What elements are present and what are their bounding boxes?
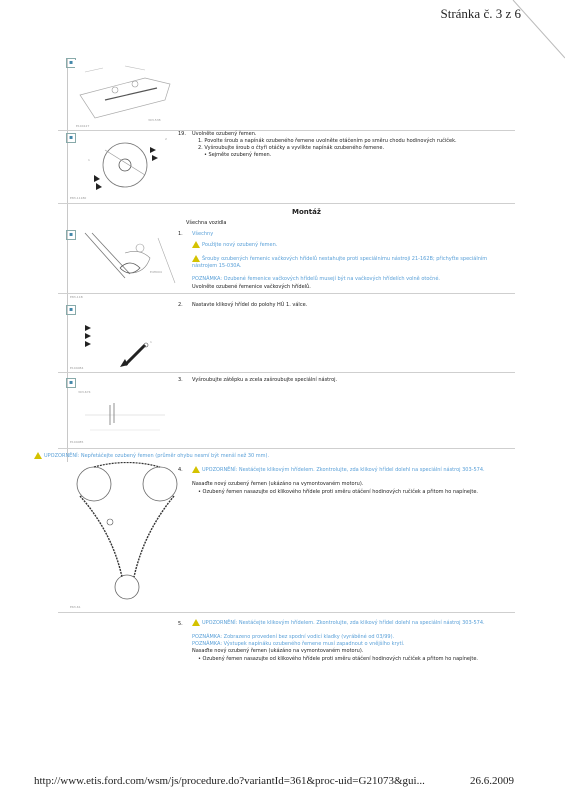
bullet-item: • Ozubený řemen nasazujte od klikového hřídele proti směru otáčení hodinových ručiček a přitom ho napínejte.: [198, 656, 478, 663]
note-line: Šrouby ozubených řemenic vačkových hřídelů nestahujte proti speciálnímu nástroji 21-162B; přichyťte speciálním nástrojem 15-030A.: [192, 256, 488, 269]
separator: [58, 130, 515, 131]
substep: 2. Vyšroubujte šroub o čtyři otáčky a vyvlíkte napínák ozubeného řemene.: [198, 145, 385, 151]
warning-banner: UPOZORNĚNÍ: Nepřetáčejte ozubený řemen (průměr ohybu nesmí být menší než 30 mm).: [34, 452, 514, 460]
broken-image-icon: ▪: [66, 58, 76, 68]
step-text: Nasaďte nový ozubený řemen (ukázáno na vymontovaném motoru).: [192, 481, 364, 487]
step-text: Vyšroubujte zátěpku a zcela zašroubujte speciální nástroj.: [192, 377, 338, 383]
figure-reference: 303-674: [78, 390, 91, 394]
step-text: Uvolněte ozubené řemenice vačkových hřídelů.: [192, 284, 311, 290]
note-line: POZNÁMKA: Výstupek napínáku ozubeného řemene musí zapadnout o vnějšího krytí.: [192, 641, 405, 647]
figure-column-rule: [67, 58, 68, 462]
broken-image-icon: ▪: [66, 230, 76, 240]
broken-image-icon: ▪: [66, 133, 76, 143]
step-number: 5.: [178, 621, 183, 627]
warning-icon: [192, 619, 200, 626]
step-text: Nasaďte nový ozubený řemen (ukázáno na vymontovaném motoru).: [192, 648, 364, 654]
step-link[interactable]: Všechny: [192, 231, 214, 237]
figure-callout: 1: [88, 158, 90, 162]
figure-caption: E104127: [76, 124, 90, 128]
figure-callout: 1: [150, 340, 152, 344]
broken-image-icon: ▪: [66, 378, 76, 388]
warning-icon: [192, 466, 200, 473]
note-line: POZNÁMKA: Zobrazeno provedení bez spodní vodicí kladky (vyráběné od 03/99).: [192, 634, 395, 640]
step-number: 1.: [178, 231, 183, 237]
separator: [58, 203, 515, 204]
figure-caption: E83-11B: [70, 295, 83, 299]
separator: [58, 612, 515, 613]
figure-caption: E104084: [70, 366, 84, 370]
note-line: POZNÁMKA: Ozubené řemenice vačkových hřídelů musejí být na vačkových hřídelích volně otočné.: [192, 276, 441, 282]
note-line: Použijte nový ozubený řemen.: [192, 241, 277, 249]
figure-belt-routing: [72, 462, 182, 607]
page-number: Stránka č. 3 z 6: [440, 6, 521, 21]
figure-label: E4H004: [150, 270, 162, 274]
figure-caption: E104085: [70, 440, 84, 444]
bullet-item: • Sejměte ozubený řemen.: [204, 152, 271, 159]
substep: 1. Povolte šroub a napínák ozubeného řemene uvolněte otáčením po směru chodu hodinových ručiček.: [198, 138, 457, 144]
figure-reference: 303-538: [148, 118, 161, 122]
figure-caption: E83-11180: [70, 196, 87, 200]
figure-caption: E63-61: [70, 605, 81, 609]
figure-tensioner: [80, 135, 175, 200]
footer-url: http://www.etis.ford.com/wsm/js/procedure.do?variantId=361&proc-uid=G21073&gui...: [34, 775, 425, 787]
step-warning: UPOZORNĚNÍ: Nestáčejte klikovým hřídelem. Zkontrolujte, zda klikový hřídel dolehl na speciální nástroj 303-574.: [192, 466, 514, 474]
figure-callout: 2: [165, 137, 167, 141]
warning-icon: [192, 241, 200, 248]
separator: [58, 293, 515, 294]
vehicle-scope: Všechna vozidla: [186, 220, 227, 226]
step-number: 4.: [178, 467, 183, 473]
step-number: 19.: [178, 131, 186, 137]
step-number: 2.: [178, 302, 183, 308]
figure-camshaft-pulleys: [80, 228, 180, 290]
step-warning: UPOZORNĚNÍ: Nestáčejte klikovým hřídelem. Zkontrolujte, zda klikový hřídel dolehl na speciální nástroj 303-574.: [192, 619, 514, 627]
figure-crankshaft-tdc: [80, 305, 170, 370]
bullet-item: • Ozubený řemen nasazujte od klikového hřídele proti směru otáčení hodinových ručiček a přitom ho napínejte.: [198, 489, 478, 496]
step-number: 3.: [178, 377, 183, 383]
step-text: Nastavte klikový hřídel do polohy HÚ 1. válce.: [192, 302, 308, 308]
warning-icon: [192, 255, 200, 262]
figure-special-tool: [80, 385, 170, 445]
separator: [58, 448, 515, 449]
section-heading: Montáž: [292, 208, 321, 216]
footer-date: 26.6.2009: [470, 775, 514, 787]
folded-corner-shadow: [495, 0, 565, 60]
warning-icon: [34, 452, 42, 459]
broken-image-icon: ▪: [66, 305, 76, 315]
separator: [58, 372, 515, 373]
step-title: Uvolněte ozubený řemen.: [192, 131, 257, 137]
